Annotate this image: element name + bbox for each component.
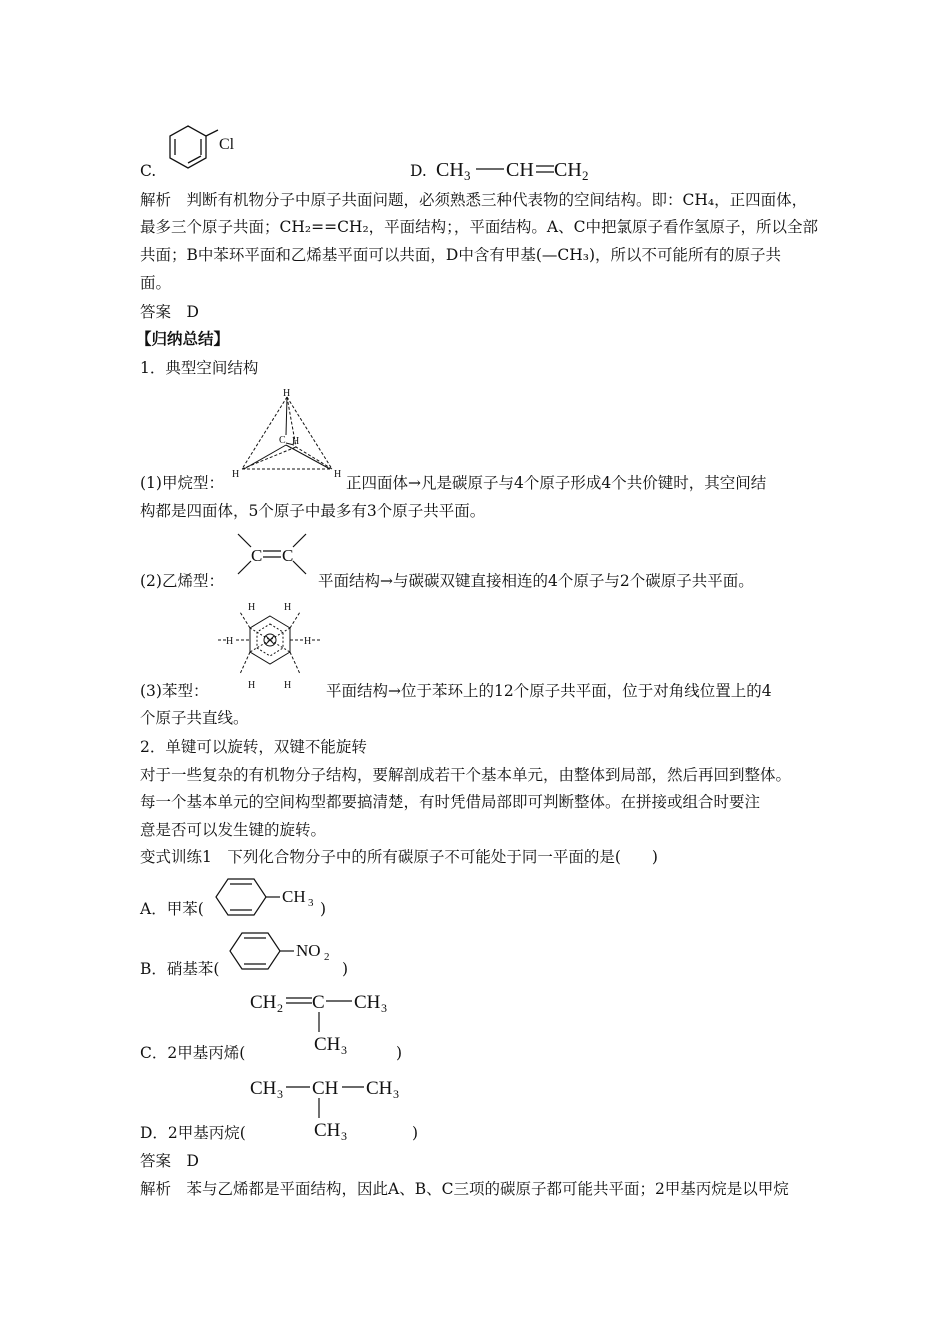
option-b-close: ) xyxy=(342,960,349,978)
svg-text:3: 3 xyxy=(341,1043,347,1056)
svg-text:CH: CH xyxy=(436,159,464,181)
answer-1: 答案 D xyxy=(140,303,199,321)
methylpropane-structure xyxy=(248,1070,408,1142)
svg-text:H: H xyxy=(248,680,256,691)
exercise-analysis: 解析 苯与乙烯都是平面结构，因此A、B、C三项的碳原子都可能共平面；2甲基丙烷是以甲烷 xyxy=(140,1180,789,1198)
option-d-top-label: D. xyxy=(410,162,427,180)
svg-text:H: H xyxy=(292,436,300,447)
option-d-label: D．2甲基丙烷( xyxy=(140,1124,246,1142)
methane-text-1: 正四面体→凡是碳原子与4个原子形成4个共价键时，其空间结 xyxy=(346,474,767,492)
svg-text:3: 3 xyxy=(393,1087,399,1101)
svg-text:3: 3 xyxy=(464,168,471,183)
benzene-text-1: 平面结构→位于苯环上的12个原子共平面，位于对角线位置上的4 xyxy=(326,682,772,700)
svg-text:NO: NO xyxy=(296,941,321,960)
svg-text:H: H xyxy=(284,602,292,613)
svg-text:C: C xyxy=(251,546,263,565)
svg-text:2: 2 xyxy=(324,951,330,963)
methane-tetrahedron-diagram xyxy=(228,385,346,485)
ethylene-text: 平面结构→与碳碳双键直接相连的4个原子与2个碳原子共平面。 xyxy=(318,572,754,590)
section-2-line-3: 意是否可以发生键的旋转。 xyxy=(140,821,327,839)
svg-text:H: H xyxy=(304,636,312,647)
analysis-line-1: 解析 判断有机物分子中原子共面问题，必须熟悉三种代表物的空间结构。即：CH₄，正四面体， xyxy=(140,191,808,209)
option-c-label: C．2甲基丙烯( xyxy=(140,1044,246,1062)
svg-text:CH: CH xyxy=(366,1078,393,1099)
option-c-top-label: C. xyxy=(140,162,157,180)
exercise-question: 变式训练1 下列化合物分子中的所有碳原子不可能处于同一平面的是( ) xyxy=(140,848,658,866)
svg-text:H: H xyxy=(248,602,256,613)
option-a-close: ) xyxy=(320,900,327,918)
option-d-close: ) xyxy=(412,1124,419,1142)
propene-structure xyxy=(432,152,592,186)
benzene-prefix: (3)苯型： xyxy=(140,682,209,700)
section-2-line-1: 对于一些复杂的有机物分子结构，要解剖成若干个基本单元，由整体到局部，然后再回到整体。 xyxy=(140,766,792,784)
section-2-line-2: 每一个基本单元的空间构型都要搞清楚，有时凭借局部即可判断整体。在拼接或组合时要注 xyxy=(140,793,761,811)
svg-text:C: C xyxy=(312,992,325,1013)
benzene-diagram xyxy=(208,596,324,696)
svg-text:H: H xyxy=(284,680,292,691)
summary-title: 【归纳总结】 xyxy=(136,329,230,348)
ethylene-diagram xyxy=(230,528,314,582)
svg-text:CH: CH xyxy=(312,1078,339,1099)
svg-text:2: 2 xyxy=(582,168,589,183)
svg-text:H: H xyxy=(226,636,234,647)
svg-text:3: 3 xyxy=(381,1001,387,1015)
analysis-line-3: 共面；B中苯环平面和乙烯基平面可以共面，D中含有甲基(—CH₃)，所以不可能所有的原子共 xyxy=(140,246,782,264)
svg-text:3: 3 xyxy=(277,1087,283,1101)
section-2-title: 2．单键可以旋转，双键不能旋转 xyxy=(140,738,367,756)
methane-text-2: 构都是四面体，5个原子中最多有3个原子共平面。 xyxy=(140,502,486,520)
svg-text:CH: CH xyxy=(354,992,381,1013)
benzene-text-2: 个原子共直线。 xyxy=(140,709,249,727)
svg-text:C: C xyxy=(282,546,294,565)
svg-text:H: H xyxy=(283,388,291,399)
svg-text:CH: CH xyxy=(314,1034,341,1055)
methylpropene-structure xyxy=(248,984,398,1056)
exercise-answer: 答案 D xyxy=(140,1152,199,1170)
svg-text:CH: CH xyxy=(250,1078,277,1099)
methane-prefix: (1)甲烷型： xyxy=(140,474,224,492)
nitrobenzene-structure xyxy=(222,930,346,972)
svg-text:2: 2 xyxy=(277,1001,283,1015)
option-b-label: B．硝基苯( xyxy=(140,960,220,978)
svg-text:CH: CH xyxy=(314,1120,341,1141)
svg-text:3: 3 xyxy=(341,1129,347,1142)
option-c-close: ) xyxy=(396,1044,403,1062)
svg-text:C: C xyxy=(279,435,286,446)
svg-text:CH: CH xyxy=(554,159,582,181)
svg-text:H: H xyxy=(232,469,240,480)
analysis-line-2: 最多三个原子共面；CH₂==CH₂，平面结构；，平面结构。A、C中把氯原子看作氢原子，所以全部 xyxy=(140,218,818,236)
ethylene-prefix: (2)乙烯型： xyxy=(140,572,224,590)
svg-text:H: H xyxy=(334,469,342,480)
svg-text:CH: CH xyxy=(250,992,277,1013)
analysis-line-4: 面。 xyxy=(140,274,172,292)
chlorine-label: Cl xyxy=(219,136,235,153)
section-1-title: 1．典型空间结构 xyxy=(140,359,259,377)
toluene-structure xyxy=(208,876,324,918)
svg-text:CH: CH xyxy=(506,159,534,181)
option-a-label: A．甲苯( xyxy=(140,900,204,918)
chlorobenzene-structure xyxy=(160,120,250,180)
svg-text:3: 3 xyxy=(308,897,314,909)
svg-text:CH: CH xyxy=(282,887,306,906)
